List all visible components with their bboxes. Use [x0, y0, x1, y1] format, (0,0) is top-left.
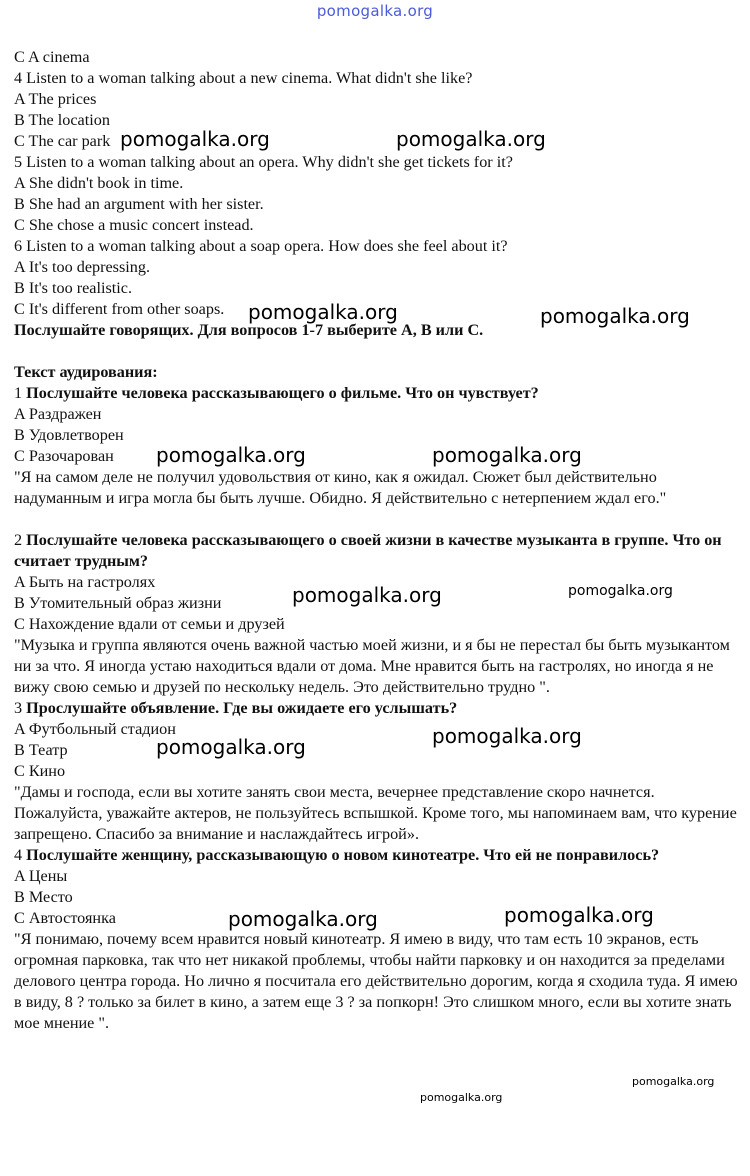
watermark: pomogalka.org — [396, 127, 546, 151]
q6-question: 6 Listen to a woman talking about a soap opera. How does she feel about it? — [14, 237, 508, 255]
item-3-option-b: B Театр — [14, 741, 68, 759]
instruction: Послушайте говорящих. Для вопросов 1-7 выберите A, B или C. — [14, 321, 484, 339]
watermark: pomogalka.org — [120, 127, 270, 151]
item-4-question-text: Послушайте женщину, рассказывающую о новом кинотеатре. Что ей не понравилось? — [26, 846, 660, 864]
item-4-number: 4 — [14, 846, 23, 864]
q5-option-b: B She had an argument with her sister. — [14, 195, 264, 213]
item-3-question-text: Прослушайте объявление. Где вы ожидаете его услышать? — [26, 699, 458, 717]
watermark: pomogalka.org — [156, 735, 306, 759]
item-2-question — [14, 530, 739, 572]
item-3-question — [14, 698, 739, 719]
item-1-option-a: A Раздражен — [14, 405, 102, 423]
q4-option-b: B The location — [14, 111, 110, 129]
site-header-url[interactable]: pomogalka.org — [316, 2, 434, 20]
item-2-option-a: A Быть на гастролях — [14, 573, 156, 591]
item-2-number: 2 — [14, 531, 23, 549]
watermark: pomogalka.org — [292, 583, 442, 607]
item-3-option-c: C Кино — [14, 762, 66, 780]
item-3-transcript: "Дамы и господа, если вы хотите занять свои места, вечернее представление скоро начнется. Пожалуйста, уважайте актеров, не пользуйтесь вспышкой. Кроме того, мы напоминаем вам, что курение запрещено. Спасибо за внимание и наслаждайтесь игрой». — [14, 783, 737, 843]
item-2-option-c: C Нахождение вдали от семьи и друзей — [14, 615, 285, 633]
document-body — [14, 47, 739, 1034]
item-4-option-b: B Место — [14, 888, 73, 906]
item-4-transcript: "Я понимаю, почему всем нравится новый кинотеатр. Я имею в виду, что там есть 10 экранов, есть огромная парковка, так что нет никакой проблемы, чтобы найти парковку и он находится за пределами делового центра города. Но лично я посчитала его действительно дорогим, когда я сходила туда. Я имею в виду, 8 ? только за билет в кино, а затем еще 3 ? за попкорн! Это слишком много, если вы хотите знать мое мнение ". — [14, 930, 738, 1032]
watermark: pomogalka.org — [568, 583, 673, 599]
watermark: pomogalka.org — [248, 300, 398, 324]
item-1-number: 1 — [14, 384, 23, 402]
spacer — [14, 509, 739, 530]
q4-option-a: A The prices — [14, 90, 97, 108]
watermark: pomogalka.org — [540, 304, 690, 328]
item-4-option-a: A Цены — [14, 867, 68, 885]
item-1-question-text: Послушайте человека рассказывающего о фильме. Что он чувствует? — [26, 384, 539, 402]
item-2-question-text: Послушайте человека рассказывающего о своей жизни в качестве музыканта в группе. Что он считает трудным? — [14, 531, 722, 570]
item-1-option-c: C Разочарован — [14, 447, 114, 465]
watermark: pomogalka.org — [156, 443, 306, 467]
item-3-number: 3 — [14, 699, 23, 717]
item-1-transcript: "Я на самом деле не получил удовольствия от кино, как я ожидал. Сюжет был действительно надуманным и игра могла бы быть лучше. Обидно. Я действительно с нетерпением ждал его." — [14, 468, 667, 507]
item-3-option-a: A Футбольный стадион — [14, 720, 176, 738]
q3-option-c: C A cinema — [14, 48, 90, 66]
watermark: pomogalka.org — [504, 903, 654, 927]
item-4-option-c: C Автостоянка — [14, 909, 116, 927]
q5-question: 5 Listen to a woman talking about an opera. Why didn't she get tickets for it? — [14, 153, 513, 171]
q4-option-c: C The car park — [14, 132, 111, 150]
item-2-transcript: "Музыка и группа являются очень важной частью моей жизни, и я бы не перестал бы быть музыкантом ни за что. Я иногда устаю находиться вдали от дома. Мне нравится быть на гастролях, но иногда я не вижу свою семью и друзей по нескольку недель. Это действительно трудно ". — [14, 636, 730, 696]
q4-question: 4 Listen to a woman talking about a new cinema. What didn't she like? — [14, 69, 473, 87]
item-2-option-b: B Утомительный образ жизни — [14, 594, 222, 612]
q5-option-c: C She chose a music concert instead. — [14, 216, 254, 234]
q6-option-a: A It's too depressing. — [14, 258, 151, 276]
item-1-question — [14, 383, 739, 404]
spacer — [14, 341, 739, 362]
watermark: pomogalka.org — [432, 443, 582, 467]
watermark: pomogalka.org — [420, 1091, 503, 1104]
item-4-question — [14, 845, 739, 866]
watermark: pomogalka.org — [228, 907, 378, 931]
watermark: pomogalka.org — [432, 724, 582, 748]
q5-option-a: A She didn't book in time. — [14, 174, 184, 192]
q6-option-b: B It's too realistic. — [14, 279, 133, 297]
transcript-heading: Текст аудирования: — [14, 363, 158, 381]
item-1-option-b: B Удовлетворен — [14, 426, 124, 444]
q6-option-c: C It's different from other soaps. — [14, 300, 225, 318]
watermark: pomogalka.org — [632, 1075, 715, 1088]
